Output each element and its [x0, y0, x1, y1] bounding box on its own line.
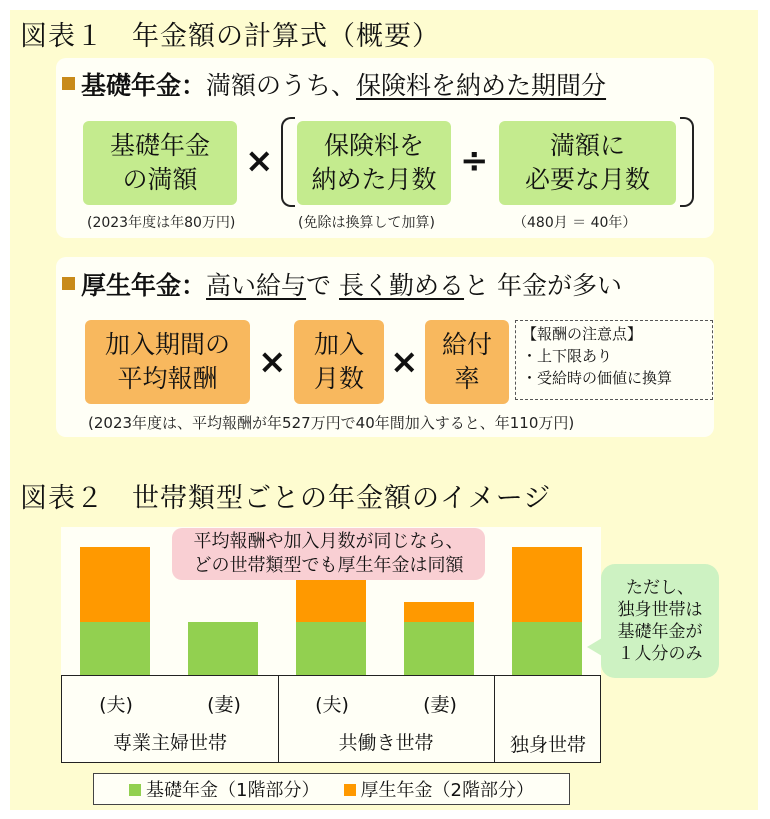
group-label-0: 専業主婦世帯	[112, 732, 228, 754]
divide-operator: ÷	[460, 141, 489, 181]
basic-pension-heading	[62, 66, 606, 102]
heading-underlined-text: 保険料を納めた期間分	[356, 71, 607, 100]
callout-line: 基礎年金が	[617, 622, 703, 642]
category-label-3: (妻)	[423, 694, 457, 716]
callout-line: ただし、	[626, 577, 694, 598]
basic-full-amount-box: 基礎年金 の満額	[83, 121, 237, 205]
callout-line: １人分のみ	[617, 644, 703, 665]
legend-item-1	[344, 776, 534, 802]
category-label-2: (夫)	[315, 694, 349, 716]
heading-underlined-text-2: 長く勤める	[339, 271, 465, 300]
callout-tail	[587, 638, 602, 656]
multiply-operator: ×	[258, 342, 287, 382]
category-label-0: (夫)	[99, 694, 133, 716]
bar-segment-basic-2	[296, 622, 366, 677]
same-employee-pension-callout	[172, 528, 485, 580]
heading-colon: ：	[181, 271, 207, 300]
single-household-callout	[601, 564, 719, 678]
callout-line: どの世帯類型でも厚生年金は同額	[193, 555, 464, 576]
legend-swatch	[344, 784, 356, 796]
benefit-rate-box: 給付 率	[425, 320, 509, 404]
basic-note-amount: (2023年度は年80万円)	[87, 215, 236, 231]
bar-segment-employee-4	[512, 547, 582, 622]
legend-label: 厚生年金（2階部分）	[360, 780, 534, 801]
multiply-operator: ×	[245, 141, 274, 181]
average-pay-box: 加入期間の 平均報酬	[85, 320, 250, 404]
callout-line: 独身世帯は	[617, 599, 703, 620]
group-label-2: 独身世帯	[509, 734, 587, 756]
heading-colon: ：	[181, 71, 207, 100]
heading-underlined-text-1: 高い給与	[206, 271, 307, 300]
category-label-table	[61, 675, 601, 763]
basic-note-months: （480月 ＝ 40年）	[513, 215, 637, 231]
basic-note-exemption: (免除は換算して加算)	[298, 215, 435, 231]
right-bracket	[680, 117, 694, 207]
bar-segment-employee-2	[296, 575, 366, 623]
group-divider	[278, 676, 279, 762]
category-label-1: (妻)	[207, 694, 241, 716]
callout-line: 平均報酬や加入月数が同じなら、	[193, 530, 464, 552]
bar-segment-basic-1	[188, 622, 258, 677]
heading-text: 満額のうち、	[206, 71, 357, 100]
required-months-box: 満額に 必要な月数	[499, 121, 676, 205]
bullet-square-icon	[62, 77, 75, 90]
bar-segment-basic-3	[404, 622, 474, 677]
heading-text: で	[306, 271, 332, 300]
enrollment-months-box: 加入 月数	[294, 320, 384, 404]
figure2-title: 図表２ 世帯類型ごとの年金額のイメージ	[20, 483, 552, 514]
heading-text: と 年金が多い	[464, 271, 622, 300]
bar-segment-basic-0	[80, 622, 150, 677]
bar-segment-basic-4	[512, 622, 582, 677]
employee-pension-heading	[62, 266, 622, 302]
bar-segment-employee-0	[80, 547, 150, 622]
bar-segment-employee-3	[404, 602, 474, 622]
employee-note: (2023年度は、平均報酬が年527万円で40年間加入すると、年110万円)	[88, 414, 575, 432]
multiply-operator: ×	[390, 342, 419, 382]
legend-swatch	[129, 784, 141, 796]
legend-label: 基礎年金（1階部分）	[146, 780, 320, 801]
employee-pension-term: 厚生年金	[81, 271, 182, 300]
basic-pension-term: 基礎年金	[81, 71, 182, 100]
legend-item-0	[129, 776, 319, 802]
bullet-square-icon	[62, 277, 75, 290]
pay-notes-box: 【報酬の注意点】 ・上下限あり ・受給時の価値に換算	[515, 320, 713, 400]
figure1-title: 図表１ 年金額の計算式（概要）	[20, 21, 440, 52]
paid-months-box: 保険料を 納めた月数	[297, 121, 451, 205]
left-bracket	[281, 117, 295, 207]
group-label-1: 共働き世帯	[338, 732, 434, 754]
group-divider	[494, 676, 495, 762]
chart-legend	[93, 773, 570, 805]
